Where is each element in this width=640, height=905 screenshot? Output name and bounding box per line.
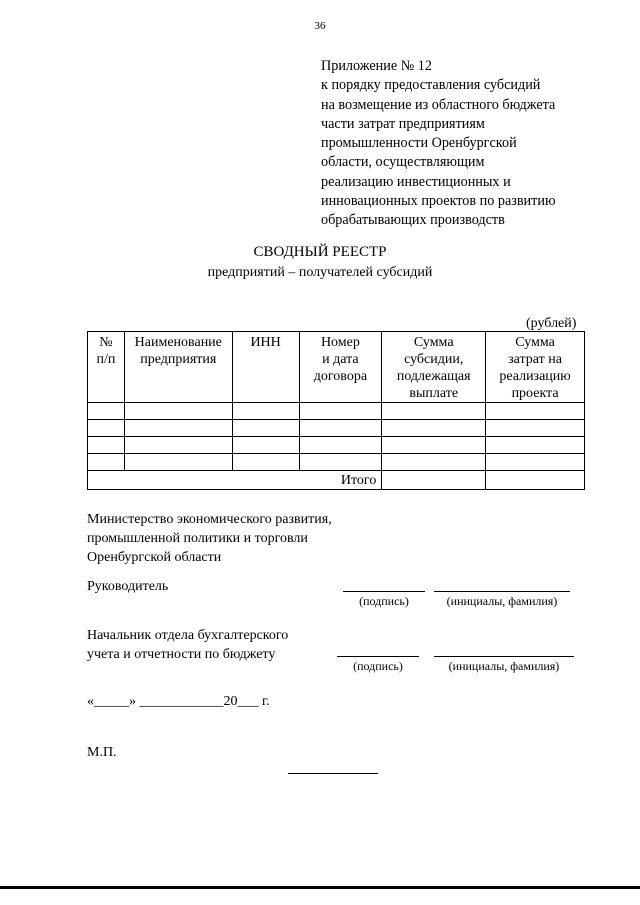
chief-name-line bbox=[434, 656, 574, 657]
short-rule bbox=[288, 773, 378, 774]
head-label: Руководитель bbox=[87, 579, 169, 594]
head-name-caption: (инициалы, фамилия) bbox=[446, 594, 558, 608]
column-header-enterprise-name: Наименование предприятия bbox=[124, 332, 232, 403]
date-line: «_____» ____________20___ г. bbox=[87, 694, 270, 709]
table-row bbox=[88, 420, 585, 437]
registry-table bbox=[87, 331, 585, 490]
chief-signature-caption: (подпись) bbox=[353, 659, 403, 673]
total-subsidy-cell bbox=[382, 471, 486, 490]
ministry-name bbox=[87, 510, 332, 567]
total-label: Итого bbox=[88, 471, 382, 490]
appendix-line: Приложение № 12 bbox=[321, 58, 432, 74]
chief-accountant-label: Начальник отдела бухгалтерского учета и отчетности по бюджету bbox=[87, 628, 289, 662]
table-row bbox=[88, 403, 585, 420]
total-row bbox=[88, 471, 585, 490]
appendix-line: реализацию инвестиционных и bbox=[321, 173, 511, 190]
head-signature-line bbox=[343, 591, 425, 592]
ministry-line: Оренбургской области bbox=[87, 550, 222, 565]
head-signature-caption: (подпись) bbox=[359, 594, 409, 608]
stamp-placeholder: М.П. bbox=[87, 745, 117, 760]
ministry-line: Министерство экономического развития, bbox=[87, 512, 332, 527]
appendix-line: к порядку предоставления субсидий bbox=[321, 77, 541, 94]
currency-unit: (рублей) bbox=[526, 316, 577, 331]
column-header-contract: Номер и дата договора bbox=[299, 332, 382, 403]
appendix-line: на возмещение из областного бюджета bbox=[321, 96, 556, 113]
total-costs-cell bbox=[486, 471, 585, 490]
appendix-line: области, осуществляющим bbox=[321, 154, 485, 171]
head-name-line bbox=[434, 591, 570, 592]
table-row bbox=[88, 454, 585, 471]
appendix-line: инновационных проектов по развитию bbox=[321, 193, 556, 210]
table-header-row bbox=[88, 332, 585, 403]
appendix-line: промышленности Оренбургской bbox=[321, 135, 517, 152]
column-header-number: № п/п bbox=[88, 332, 125, 403]
table-row bbox=[88, 437, 585, 454]
page-number: 36 bbox=[314, 20, 326, 32]
column-header-subsidy-amount: Сумма субсидии, подлежащая выплате bbox=[382, 332, 486, 403]
appendix-header bbox=[321, 57, 556, 231]
chief-name-caption: (инициалы, фамилия) bbox=[448, 659, 560, 673]
bottom-rule bbox=[0, 886, 640, 889]
appendix-line: части затрат предприятиям bbox=[321, 115, 485, 132]
document-title: СВОДНЫЙ РЕЕСТР bbox=[253, 244, 387, 260]
chief-signature-line bbox=[337, 656, 419, 657]
document-subtitle: предприятий – получателей субсидий bbox=[207, 265, 433, 280]
appendix-line: обрабатывающих производств bbox=[321, 212, 505, 229]
column-header-inn: ИНН bbox=[232, 332, 299, 403]
ministry-line: промышленной политики и торговли bbox=[87, 531, 308, 546]
column-header-project-costs: Сумма затрат на реализацию проекта bbox=[486, 332, 585, 403]
